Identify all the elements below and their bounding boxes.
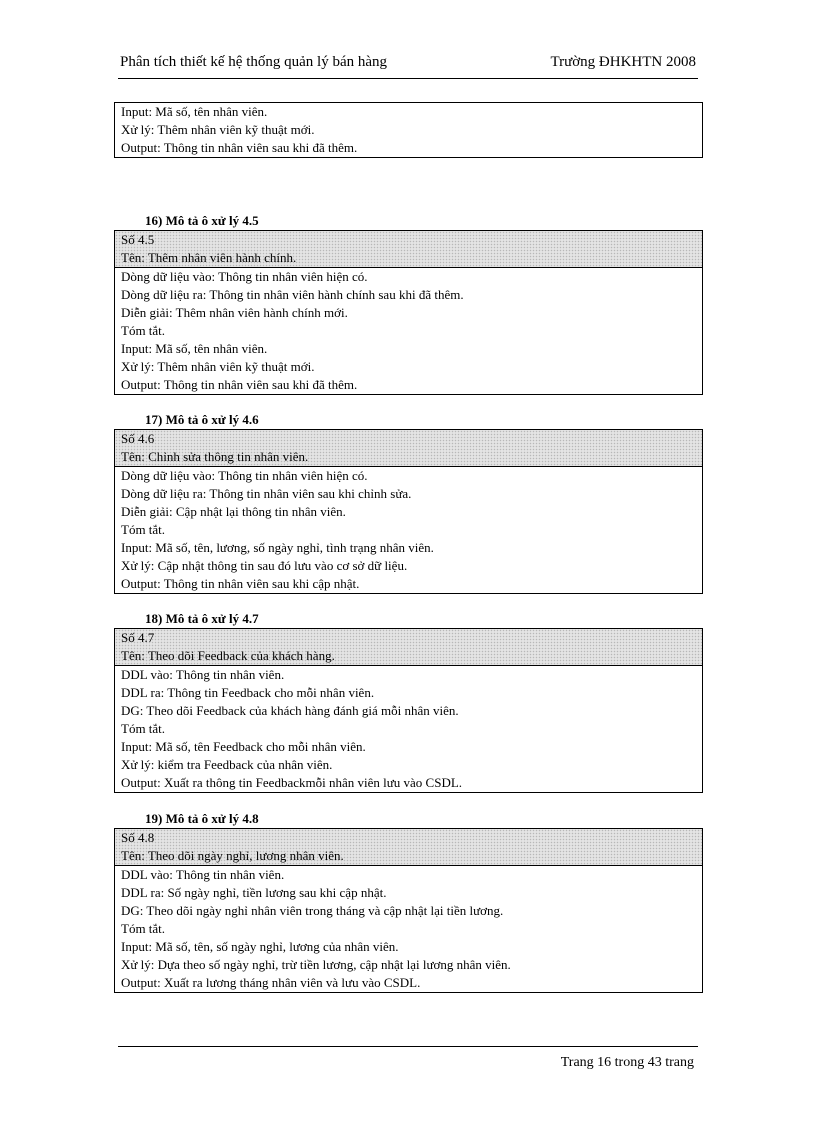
box-body	[115, 268, 702, 394]
box-number: Số 4.6	[121, 431, 155, 446]
box-body	[115, 467, 702, 593]
process-box-4-7	[114, 628, 703, 793]
box-line: Input: Mã số, tên nhân viên.	[121, 341, 268, 356]
process-box-4-8	[114, 828, 703, 993]
box-line: DDL ra: Thông tin Feedback cho mỗi nhân viên.	[121, 685, 375, 700]
box-line: DDL ra: Số ngày nghỉ, tiền lương sau khi cập nhật.	[121, 885, 387, 900]
box-line: Dòng dữ liệu vào: Thông tin nhân viên hiện có.	[121, 468, 368, 483]
box-line: Xử lý: kiểm tra Feedback của nhân viên.	[121, 757, 333, 772]
box-line: Output: Thông tin nhân viên sau khi đã thêm.	[121, 377, 358, 392]
box-line: Input: Mã số, tên nhân viên.	[121, 104, 268, 119]
box-line: Diễn giải: Thêm nhân viên hành chính mới.	[121, 305, 348, 320]
box-name: Tên: Theo dõi ngày nghỉ, lương nhân viên.	[121, 848, 344, 863]
box-line: Input: Mã số, tên, số ngày nghỉ, lương của nhân viên.	[121, 939, 399, 954]
box-line: Dòng dữ liệu ra: Thông tin nhân viên hành chính sau khi đã thêm.	[121, 287, 464, 302]
box-line: DDL vào: Thông tin nhân viên.	[121, 867, 285, 882]
box-body	[115, 866, 702, 992]
section-title-17: 17) Mô tả ô xử lý 4.6	[145, 412, 259, 427]
section-title-19: 19) Mô tả ô xử lý 4.8	[145, 811, 259, 826]
box-line: Xử lý: Thêm nhân viên kỹ thuật mới.	[121, 122, 315, 137]
box-number: Số 4.5	[121, 232, 155, 247]
box-line: DG: Theo dõi Feedback của khách hàng đánh giá mỗi nhân viên.	[121, 703, 459, 718]
box-head	[115, 829, 702, 866]
box-line: Dòng dữ liệu vào: Thông tin nhân viên hiện có.	[121, 269, 368, 284]
box-line: Output: Xuất ra thông tin Feedbackmỗi nhân viên lưu vào CSDL.	[121, 775, 463, 790]
header-title: Phân tích thiết kế hệ thống quản lý bán hàng	[120, 54, 388, 70]
box-number: Số 4.7	[121, 630, 155, 645]
section-title-16: 16) Mô tả ô xử lý 4.5	[145, 213, 259, 228]
box-body	[115, 666, 702, 792]
box-head	[115, 430, 702, 467]
box-line: Input: Mã số, tên, lương, số ngày nghỉ, tình trạng nhân viên.	[121, 540, 434, 555]
box-line: DG: Theo dõi ngày nghỉ nhân viên trong tháng và cập nhật lại tiền lương.	[121, 903, 504, 918]
box-line: DDL vào: Thông tin nhân viên.	[121, 667, 285, 682]
page-header	[118, 52, 698, 79]
box-name: Tên: Theo dõi Feedback của khách hàng.	[121, 648, 335, 663]
box-line: Output: Thông tin nhân viên sau khi đã thêm.	[121, 140, 358, 155]
box-line: Tóm tắt.	[121, 721, 166, 736]
box-line: Output: Xuất ra lương tháng nhân viên và lưu vào CSDL.	[121, 975, 421, 990]
box-line: Input: Mã số, tên Feedback cho mỗi nhân viên.	[121, 739, 366, 754]
box-head	[115, 629, 702, 666]
box-line: Xử lý: Dựa theo số ngày nghỉ, trừ tiền lương, cập nhật lại lương nhân viên.	[121, 957, 511, 972]
box-name: Tên: Chỉnh sửa thông tin nhân viên.	[121, 449, 309, 464]
footer-rule	[118, 1046, 698, 1047]
section-title-18: 18) Mô tả ô xử lý 4.7	[145, 611, 259, 626]
process-box-4-5	[114, 230, 703, 395]
box-line: Tóm tắt.	[121, 522, 166, 537]
box-line: Tóm tắt.	[121, 323, 166, 338]
box-line: Tóm tắt.	[121, 921, 166, 936]
box-line: Dòng dữ liệu ra: Thông tin nhân viên sau khi chỉnh sửa.	[121, 486, 412, 501]
header-school: Trường ĐHKHTN 2008	[550, 54, 696, 70]
page-number: Trang 16 trong 43 trang	[560, 1055, 694, 1070]
box-name: Tên: Thêm nhân viên hành chính.	[121, 250, 297, 265]
box-line: Xử lý: Thêm nhân viên kỹ thuật mới.	[121, 359, 315, 374]
box-line: Diễn giải: Cập nhật lại thông tin nhân viên.	[121, 504, 346, 519]
continued-box	[114, 102, 703, 158]
process-box-4-6	[114, 429, 703, 594]
box-number: Số 4.8	[121, 830, 155, 845]
box-line: Output: Thông tin nhân viên sau khi cập nhật.	[121, 576, 360, 591]
box-head	[115, 231, 702, 268]
box-line: Xử lý: Cập nhật thông tin sau đó lưu vào cơ sở dữ liệu.	[121, 558, 408, 573]
